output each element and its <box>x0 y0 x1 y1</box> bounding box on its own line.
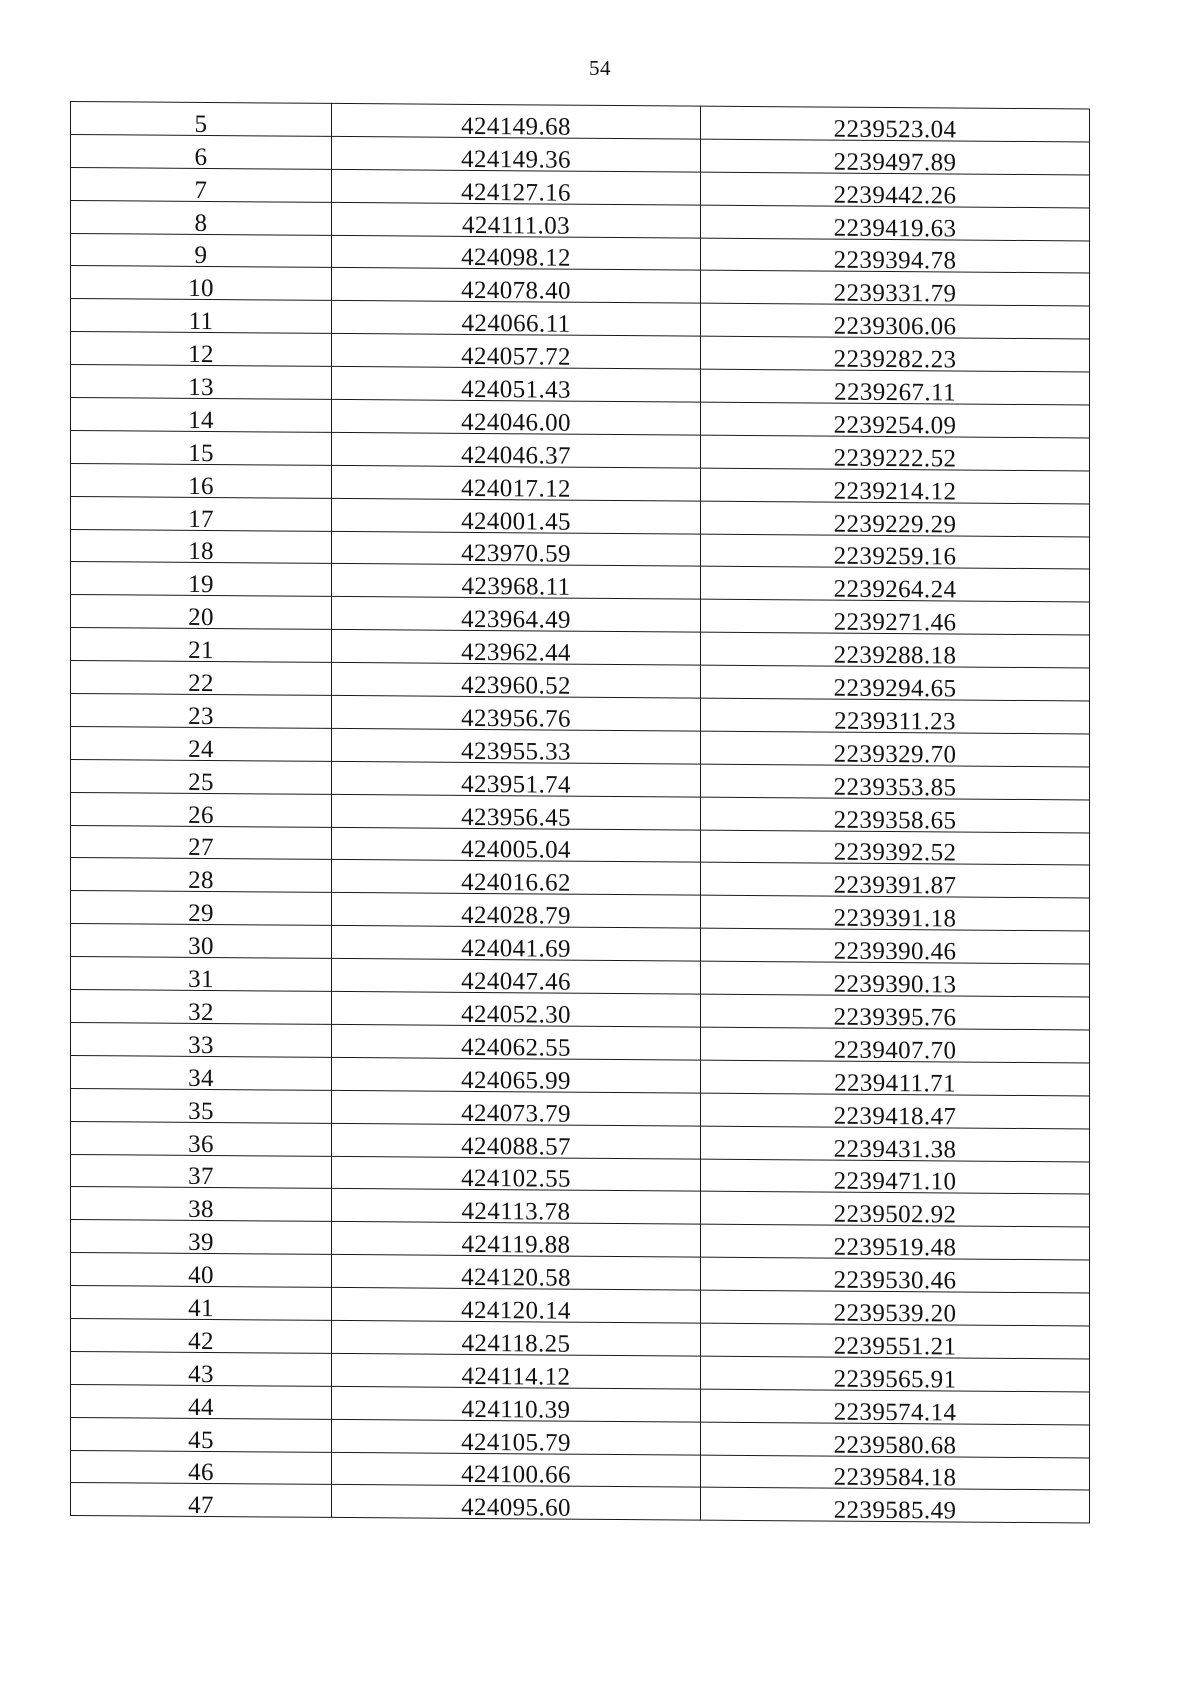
point-number-cell-text: 40 <box>188 1261 214 1290</box>
y-coordinate-cell <box>701 1290 1090 1326</box>
x-coordinate-cell <box>332 531 701 567</box>
y-coordinate-cell-text: 2239254.09 <box>833 411 957 440</box>
y-coordinate-cell-text: 2239565.91 <box>833 1365 957 1394</box>
y-coordinate-cell-text: 2239539.20 <box>833 1299 957 1328</box>
point-number-cell <box>71 759 332 794</box>
x-coordinate-cell-text: 423951.74 <box>461 770 571 799</box>
x-coordinate-cell-text: 424052.30 <box>461 1000 571 1029</box>
y-coordinate-cell <box>701 501 1090 537</box>
x-coordinate-cell <box>332 1024 701 1060</box>
y-coordinate-cell-text: 2239574.14 <box>833 1398 957 1427</box>
x-coordinate-cell <box>332 827 701 863</box>
x-coordinate-cell <box>332 1090 701 1126</box>
y-coordinate-cell-text: 2239329.70 <box>833 740 957 769</box>
point-number-cell <box>71 1187 332 1222</box>
x-coordinate-cell <box>332 136 701 172</box>
point-number-cell-text: 24 <box>188 735 214 763</box>
x-coordinate-cell-text: 424073.79 <box>461 1099 571 1128</box>
point-number-cell <box>71 365 332 400</box>
point-number-cell <box>71 1154 332 1189</box>
y-coordinate-cell-text: 2239311.23 <box>834 707 956 736</box>
x-coordinate-cell <box>332 202 701 238</box>
x-coordinate-cell-text: 424114.12 <box>461 1362 571 1391</box>
point-number-cell <box>71 726 332 761</box>
x-coordinate-cell-text: 424111.03 <box>462 211 570 240</box>
point-number-cell <box>71 430 332 465</box>
y-coordinate-cell <box>701 1093 1090 1129</box>
coordinate-table <box>70 101 1090 1524</box>
point-number-cell-text: 30 <box>188 933 214 961</box>
x-coordinate-cell-text: 424113.78 <box>461 1198 571 1226</box>
y-coordinate-cell-text: 2239392.52 <box>833 839 957 867</box>
y-coordinate-cell <box>701 1027 1090 1063</box>
point-number-cell-text: 14 <box>188 406 214 434</box>
x-coordinate-cell-text: 424127.16 <box>461 178 571 207</box>
x-coordinate-cell <box>332 695 701 731</box>
y-coordinate-cell <box>701 1192 1090 1228</box>
point-number-cell <box>71 463 332 498</box>
point-number-cell <box>71 1417 332 1452</box>
y-coordinate-cell <box>701 698 1090 734</box>
x-coordinate-cell <box>332 1156 701 1192</box>
y-coordinate-cell-text: 2239214.12 <box>833 477 957 506</box>
x-coordinate-cell <box>332 926 701 962</box>
x-coordinate-cell <box>332 1189 701 1225</box>
point-number-cell-text: 43 <box>188 1360 214 1388</box>
point-number-cell-text: 37 <box>188 1163 214 1191</box>
y-coordinate-cell <box>701 1257 1090 1293</box>
point-number-cell <box>71 1220 332 1255</box>
y-coordinate-cell <box>701 961 1090 997</box>
x-coordinate-cell-text: 424041.69 <box>461 935 571 963</box>
x-coordinate-cell <box>332 1255 701 1291</box>
point-number-cell-text: 16 <box>188 472 214 500</box>
point-number-cell-text: 20 <box>188 604 214 632</box>
y-coordinate-cell-text: 2239442.26 <box>833 181 957 210</box>
x-coordinate-cell-text: 424066.11 <box>461 310 571 338</box>
x-coordinate-cell <box>332 630 701 666</box>
point-number-cell-text: 15 <box>188 439 214 467</box>
y-coordinate-cell <box>701 205 1090 241</box>
point-number-cell-text: 8 <box>194 209 208 237</box>
y-coordinate-cell-text: 2239259.16 <box>833 543 957 571</box>
y-coordinate-cell-text: 2239358.65 <box>833 806 957 835</box>
x-coordinate-cell-text: 424062.55 <box>461 1033 571 1062</box>
x-coordinate-cell-text: 423960.52 <box>461 671 571 700</box>
y-coordinate-cell <box>701 994 1090 1030</box>
point-number-cell-text: 33 <box>188 1031 214 1059</box>
y-coordinate-cell <box>701 1455 1090 1491</box>
y-coordinate-cell-text: 2239390.13 <box>833 970 957 999</box>
point-number-cell-text: 34 <box>188 1064 214 1092</box>
x-coordinate-cell-text: 424078.40 <box>461 277 571 306</box>
x-coordinate-cell-text: 424005.04 <box>461 836 571 865</box>
point-number-cell-text: 28 <box>188 867 214 895</box>
point-number-cell-text: 47 <box>188 1492 214 1520</box>
x-coordinate-cell <box>332 1419 701 1455</box>
y-coordinate-cell-text: 2239391.87 <box>833 871 957 900</box>
x-coordinate-cell <box>332 334 701 370</box>
y-coordinate-cell <box>701 1126 1090 1162</box>
point-number-cell <box>71 1055 332 1090</box>
point-number-cell <box>71 134 332 169</box>
y-coordinate-cell <box>701 1422 1090 1458</box>
y-coordinate-cell <box>701 928 1090 964</box>
y-coordinate-cell-text: 2239394.78 <box>833 247 957 275</box>
y-coordinate-cell-text: 2239431.38 <box>833 1135 957 1163</box>
y-coordinate-cell <box>701 1224 1090 1260</box>
point-number-cell-text: 7 <box>194 176 208 204</box>
y-coordinate-cell <box>701 336 1090 372</box>
point-number-cell-text: 25 <box>188 768 214 796</box>
y-coordinate-cell <box>701 402 1090 438</box>
point-number-cell-text: 22 <box>188 669 214 698</box>
x-coordinate-cell <box>332 564 701 600</box>
point-number-cell-text: 12 <box>188 340 214 369</box>
y-coordinate-cell-text: 2239584.18 <box>833 1464 957 1492</box>
point-number-cell-text: 27 <box>188 834 214 862</box>
x-coordinate-cell <box>332 1287 701 1323</box>
y-coordinate-cell-text: 2239264.24 <box>833 575 957 604</box>
x-coordinate-cell <box>332 860 701 896</box>
x-coordinate-cell-text: 424100.66 <box>461 1461 571 1490</box>
y-coordinate-cell <box>701 435 1090 471</box>
x-coordinate-cell <box>332 1123 701 1159</box>
y-coordinate-cell <box>701 468 1090 504</box>
y-coordinate-cell-text: 2239390.46 <box>833 937 957 966</box>
point-number-cell <box>71 496 332 531</box>
y-coordinate-cell <box>701 665 1090 701</box>
x-coordinate-cell-text: 424017.12 <box>461 474 571 503</box>
point-number-cell-text: 44 <box>188 1393 214 1421</box>
y-coordinate-cell <box>701 863 1090 899</box>
y-coordinate-cell <box>701 303 1090 339</box>
x-coordinate-cell <box>332 169 701 205</box>
point-number-cell <box>71 957 332 992</box>
point-number-cell-text: 35 <box>188 1097 214 1125</box>
point-number-cell-text: 45 <box>188 1426 214 1454</box>
x-coordinate-cell <box>332 399 701 435</box>
x-coordinate-cell <box>332 1452 701 1488</box>
point-number-cell-text: 9 <box>194 242 208 270</box>
x-coordinate-cell-text: 423956.76 <box>461 704 571 733</box>
point-number-cell-text: 18 <box>188 538 214 566</box>
point-number-cell <box>71 1121 332 1156</box>
point-number-cell <box>71 1450 332 1485</box>
x-coordinate-cell <box>332 103 701 139</box>
point-number-cell <box>71 891 332 926</box>
x-coordinate-cell-text: 424149.68 <box>461 112 571 141</box>
y-coordinate-cell-text: 2239288.18 <box>833 641 957 670</box>
x-coordinate-cell-text: 423970.59 <box>461 540 571 569</box>
y-coordinate-cell-text: 2239585.49 <box>833 1496 957 1525</box>
y-coordinate-cell-text: 2239530.46 <box>833 1266 957 1295</box>
x-coordinate-cell <box>332 465 701 501</box>
x-coordinate-cell-text: 424095.60 <box>461 1494 571 1522</box>
y-coordinate-cell <box>701 1389 1090 1425</box>
point-number-cell <box>71 924 332 959</box>
point-number-cell-text: 32 <box>188 998 214 1026</box>
y-coordinate-cell-text: 2239391.18 <box>833 904 957 933</box>
x-coordinate-cell-text: 423956.45 <box>461 803 571 832</box>
y-coordinate-cell-text: 2239519.48 <box>833 1233 957 1262</box>
x-coordinate-cell-text: 424118.25 <box>461 1329 571 1358</box>
x-coordinate-cell-text: 424047.46 <box>461 967 571 996</box>
y-coordinate-cell <box>701 797 1090 833</box>
x-coordinate-cell <box>332 663 701 699</box>
point-number-cell <box>71 102 332 137</box>
x-coordinate-cell <box>332 1057 701 1093</box>
x-coordinate-cell-text: 423962.44 <box>461 639 571 667</box>
point-number-cell <box>71 233 332 268</box>
x-coordinate-cell-text: 424120.58 <box>461 1263 571 1292</box>
x-coordinate-cell <box>332 1320 701 1356</box>
x-coordinate-cell <box>332 268 701 304</box>
y-coordinate-cell <box>701 238 1090 274</box>
point-number-cell <box>71 562 332 597</box>
point-number-cell-text: 31 <box>188 965 214 994</box>
x-coordinate-cell <box>332 893 701 929</box>
point-number-cell-text: 6 <box>194 143 208 171</box>
point-number-cell <box>71 1351 332 1386</box>
point-number-cell <box>71 332 332 367</box>
point-number-cell <box>71 1088 332 1123</box>
page-number: 54 <box>589 56 611 80</box>
y-coordinate-cell <box>701 632 1090 668</box>
point-number-cell-text: 26 <box>188 801 214 829</box>
point-number-cell-text: 17 <box>188 505 214 533</box>
x-coordinate-cell <box>332 959 701 995</box>
y-coordinate-cell-text: 2239282.23 <box>833 345 957 374</box>
y-coordinate-cell <box>701 599 1090 635</box>
x-coordinate-cell <box>332 991 701 1027</box>
y-coordinate-cell <box>701 369 1090 405</box>
y-coordinate-cell <box>701 731 1090 767</box>
point-number-cell-text: 5 <box>194 110 208 138</box>
point-number-cell <box>71 1384 332 1419</box>
y-coordinate-cell-text: 2239331.79 <box>833 279 957 308</box>
point-number-cell-text: 39 <box>188 1229 214 1257</box>
x-coordinate-cell <box>332 1353 701 1389</box>
point-number-cell-text: 29 <box>188 900 214 928</box>
point-number-cell <box>71 299 332 334</box>
y-coordinate-cell <box>701 1323 1090 1359</box>
y-coordinate-cell-text: 2239580.68 <box>833 1431 957 1460</box>
point-number-cell <box>71 858 332 893</box>
y-coordinate-cell-text: 2239294.65 <box>833 674 957 703</box>
y-coordinate-cell-text: 2239407.70 <box>833 1036 957 1065</box>
y-coordinate-cell <box>701 139 1090 175</box>
x-coordinate-cell-text: 424028.79 <box>461 902 571 930</box>
y-coordinate-cell-text: 2239471.10 <box>833 1167 957 1196</box>
x-coordinate-cell-text: 424065.99 <box>461 1066 571 1095</box>
point-number-cell-text: 11 <box>188 308 214 336</box>
point-number-cell <box>71 266 332 301</box>
x-coordinate-cell <box>332 498 701 534</box>
y-coordinate-cell-text: 2239395.76 <box>833 1003 957 1032</box>
x-coordinate-cell-text: 424119.88 <box>461 1231 571 1259</box>
x-coordinate-cell-text: 424046.00 <box>461 408 571 437</box>
y-coordinate-cell-text: 2239267.11 <box>834 378 956 407</box>
x-coordinate-cell <box>332 432 701 468</box>
point-number-cell <box>71 595 332 630</box>
x-coordinate-cell <box>332 1386 701 1422</box>
point-number-cell-text: 46 <box>188 1459 214 1487</box>
x-coordinate-cell-text: 424088.57 <box>461 1132 571 1161</box>
y-coordinate-cell <box>701 1356 1090 1392</box>
x-coordinate-cell-text: 424105.79 <box>461 1428 571 1457</box>
y-coordinate-cell <box>701 1060 1090 1096</box>
x-coordinate-cell <box>332 1485 701 1521</box>
y-coordinate-cell <box>701 1159 1090 1195</box>
y-coordinate-cell <box>701 271 1090 307</box>
x-coordinate-cell-text: 423955.33 <box>461 737 571 766</box>
x-coordinate-cell <box>332 301 701 337</box>
point-number-cell-text: 21 <box>188 637 214 665</box>
x-coordinate-cell-text: 424149.36 <box>461 145 571 174</box>
x-coordinate-cell <box>332 1222 701 1258</box>
x-coordinate-cell <box>332 235 701 271</box>
y-coordinate-cell <box>701 764 1090 800</box>
point-number-cell <box>71 398 332 433</box>
point-number-cell <box>71 200 332 235</box>
point-number-cell <box>71 1022 332 1057</box>
x-coordinate-cell-text: 423964.49 <box>461 606 571 634</box>
y-coordinate-cell-text: 2239523.04 <box>833 115 957 144</box>
point-number-cell <box>71 661 332 696</box>
point-number-cell-text: 23 <box>188 702 214 730</box>
point-number-cell-text: 42 <box>188 1327 214 1355</box>
x-coordinate-cell-text: 424102.55 <box>461 1165 571 1194</box>
point-number-cell <box>71 1253 332 1288</box>
y-coordinate-cell-text: 2239222.52 <box>833 444 957 473</box>
point-number-cell <box>71 1286 332 1321</box>
point-number-cell-text: 13 <box>188 373 214 402</box>
y-coordinate-cell-text: 2239497.89 <box>833 148 957 177</box>
point-number-cell <box>71 1318 332 1353</box>
y-coordinate-cell-text: 2239411.71 <box>834 1069 956 1098</box>
y-coordinate-cell-text: 2239306.06 <box>833 312 957 341</box>
y-coordinate-cell-text: 2239353.85 <box>833 773 957 802</box>
point-number-cell-text: 10 <box>188 275 214 303</box>
point-number-cell <box>71 694 332 729</box>
point-number-cell <box>71 990 332 1025</box>
x-coordinate-cell-text: 424120.14 <box>461 1296 571 1325</box>
y-coordinate-cell <box>701 106 1090 142</box>
point-number-cell <box>71 1483 332 1518</box>
point-number-cell-text: 41 <box>188 1294 214 1323</box>
y-coordinate-cell-text: 2239419.63 <box>833 214 957 243</box>
x-coordinate-cell <box>332 761 701 797</box>
x-coordinate-cell <box>332 728 701 764</box>
point-number-cell-text: 19 <box>188 571 214 599</box>
y-coordinate-cell-text: 2239551.21 <box>833 1332 957 1361</box>
y-coordinate-cell-text: 2239502.92 <box>833 1200 957 1229</box>
x-coordinate-cell-text: 424051.43 <box>461 375 571 404</box>
x-coordinate-cell-text: 424110.39 <box>461 1395 571 1424</box>
y-coordinate-cell-text: 2239418.47 <box>833 1102 957 1131</box>
point-number-cell <box>71 825 332 860</box>
x-coordinate-cell <box>332 794 701 830</box>
x-coordinate-cell-text: 423968.11 <box>461 573 571 602</box>
point-number-cell-text: 36 <box>188 1130 214 1158</box>
y-coordinate-cell <box>701 830 1090 866</box>
point-number-cell <box>71 628 332 663</box>
x-coordinate-cell-text: 424098.12 <box>461 244 571 273</box>
y-coordinate-cell <box>701 172 1090 208</box>
x-coordinate-cell-text: 424001.45 <box>461 507 571 536</box>
y-coordinate-cell <box>701 1488 1090 1524</box>
y-coordinate-cell-text: 2239271.46 <box>833 608 957 637</box>
x-coordinate-cell <box>332 597 701 633</box>
y-coordinate-cell <box>701 534 1090 570</box>
y-coordinate-cell-text: 2239229.29 <box>833 510 957 539</box>
point-number-cell-text: 38 <box>188 1196 214 1224</box>
point-number-cell <box>71 529 332 564</box>
coordinate-table-body <box>71 102 1090 1524</box>
point-number-cell <box>71 167 332 202</box>
x-coordinate-cell-text: 424057.72 <box>461 342 571 371</box>
y-coordinate-cell <box>701 567 1090 603</box>
x-coordinate-cell-text: 424016.62 <box>461 869 571 898</box>
point-number-cell <box>71 792 332 827</box>
y-coordinate-cell <box>701 895 1090 931</box>
x-coordinate-cell <box>332 367 701 403</box>
x-coordinate-cell-text: 424046.37 <box>461 441 571 470</box>
